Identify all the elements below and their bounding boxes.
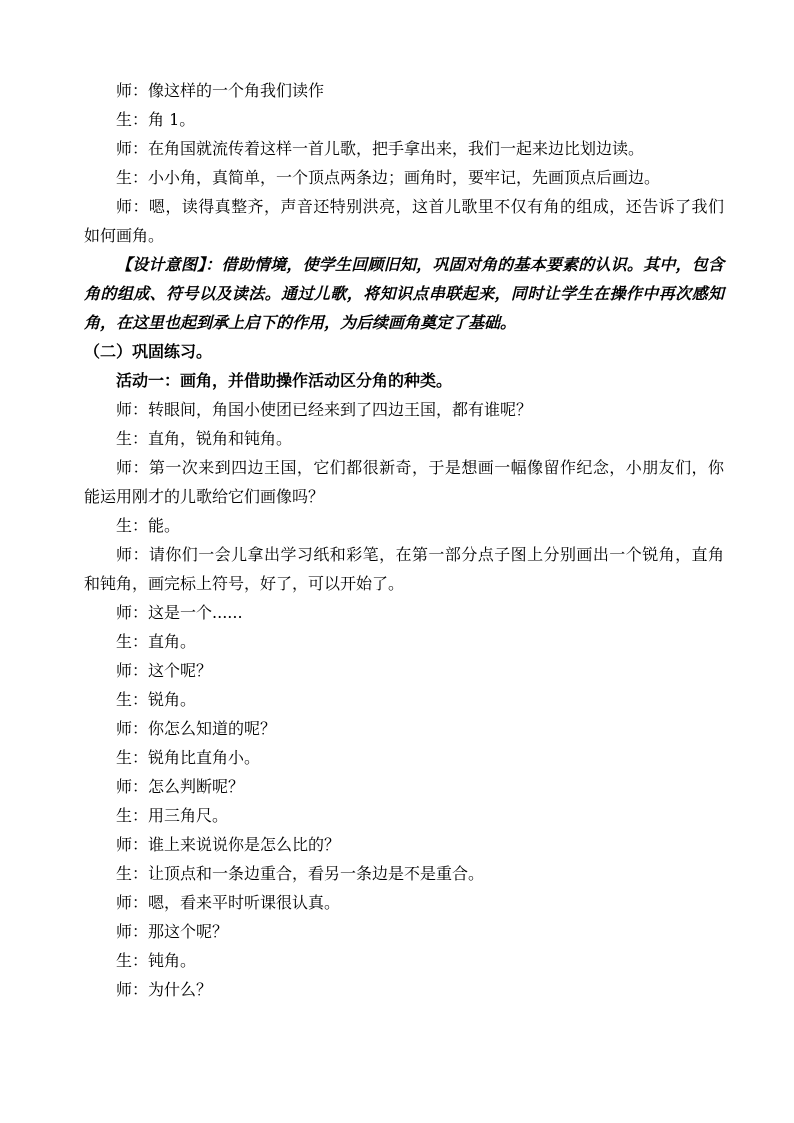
dialogue-line (84, 801, 724, 830)
dialogue-text: 转眼间，角国小使团已经来到了四边王国，都有谁呢？ (148, 400, 533, 419)
dialogue-line (84, 859, 724, 888)
speaker-label: 师： (116, 777, 149, 796)
dialogue-text: 角 1。 (148, 110, 196, 129)
speaker-label: 师： (116, 197, 149, 216)
dialogue-text: 请你们一会儿拿出学习纸和彩笔，在第一部分点子图上分别画出一个锐角，直角和钝角，画完标上符号，好了，可以开始了。 (84, 545, 724, 593)
activity-title: 活动一：画角，并借助操作活动区分角的种类。 (116, 371, 453, 390)
speaker-label: 师： (116, 719, 149, 738)
dialogue-text: 像这样的一个角我们读作 (148, 81, 325, 100)
dialogue-line (84, 105, 724, 134)
dialogue-text: 让顶点和一条边重合，看另一条边是不是重合。 (148, 864, 485, 883)
dialogue-text: 怎么判断呢？ (148, 777, 245, 796)
dialogue-line (84, 453, 724, 511)
speaker-label: 生： (116, 110, 149, 129)
dialogue-text: 能。 (148, 516, 181, 535)
dialogue-line (84, 772, 724, 801)
dialogue-line (84, 743, 724, 772)
speaker-label: 师： (116, 81, 149, 100)
speaker-label: 生： (116, 951, 149, 970)
dialogue-line (84, 830, 724, 859)
dialogue-line (84, 946, 724, 975)
dialogue-text: 直角，锐角和钝角。 (148, 429, 293, 448)
dialogue-text: 谁上来说说你是怎么比的？ (148, 835, 341, 854)
dialogue-line (84, 192, 724, 250)
speaker-label: 师： (116, 545, 149, 564)
dialogue-text: 第一次来到四边王国，它们都很新奇，于是想画一幅像留作纪念，小朋友们，你能运用刚才的儿歌给它们画像吗？ (84, 458, 724, 506)
speaker-label: 师： (116, 400, 149, 419)
speaker-label: 师： (116, 980, 149, 999)
dialogue-line (84, 917, 724, 946)
speaker-label: 生： (116, 632, 149, 651)
speaker-label: 师： (116, 893, 149, 912)
dialogue-text: 你怎么知道的呢？ (148, 719, 277, 738)
dialogue-text: 在角国就流传着这样一首儿歌，把手拿出来，我们一起来边比划边读。 (148, 139, 645, 158)
dialogue-line (84, 163, 724, 192)
dialogue-line (84, 975, 724, 1004)
dialogue-line (84, 598, 724, 627)
speaker-label: 生： (116, 168, 149, 187)
speaker-label: 师： (116, 835, 149, 854)
document-body (84, 76, 724, 1004)
speaker-label: 师： (116, 603, 149, 622)
dialogue-text: 小小角，真简单，一个顶点两条边；画角时，要牢记，先画顶点后画边。 (148, 168, 661, 187)
dialogue-line (84, 685, 724, 714)
design-intent-text: 借助情境，使学生回顾旧知，巩固对角的基本要素的认识。其中，包含角的组成、符号以及读法。通过儿歌，将知识点串联起来，同时让学生在操作中再次感知角，在这里也起到承上启下的作用，为后续画角奠定了基础。 (84, 255, 724, 332)
dialogue-line (84, 714, 724, 743)
dialogue-text: 用三角尺。 (148, 806, 229, 825)
dialogue-text: 这个呢？ (148, 661, 213, 680)
dialogue-line (84, 134, 724, 163)
dialogue-text: 为什么？ (148, 980, 213, 999)
dialogue-line (84, 656, 724, 685)
dialogue-text: 嗯，看来平时听课很认真。 (148, 893, 341, 912)
speaker-label: 生： (116, 429, 149, 448)
speaker-label: 生： (116, 748, 149, 767)
design-intent-label: 【设计意图】： (116, 255, 222, 274)
dialogue-line (84, 511, 724, 540)
dialogue-text: 锐角。 (148, 690, 197, 709)
speaker-label: 生： (116, 516, 149, 535)
dialogue-text: 嗯，读得真整齐，声音还特别洪亮，这首儿歌里不仅有角的组成，还告诉了我们如何画角。 (84, 197, 724, 245)
speaker-label: 生： (116, 864, 149, 883)
speaker-label: 师： (116, 139, 149, 158)
speaker-label: 生： (116, 806, 149, 825)
dialogue-line (84, 395, 724, 424)
speaker-label: 师： (116, 661, 149, 680)
dialogue-text: 这是一个...... (148, 603, 243, 622)
design-intent-paragraph (84, 250, 724, 337)
speaker-label: 师： (116, 458, 149, 477)
dialogue-line (84, 627, 724, 656)
dialogue-line (84, 424, 724, 453)
dialogue-line (84, 76, 724, 105)
dialogue-text: 钝角。 (148, 951, 197, 970)
dialogue-text: 那这个呢？ (148, 922, 229, 941)
dialogue-line (84, 888, 724, 917)
speaker-label: 师： (116, 922, 149, 941)
speaker-label: 生： (116, 690, 149, 709)
dialogue-text: 锐角比直角小。 (148, 748, 261, 767)
dialogue-line (84, 540, 724, 598)
dialogue-text: 直角。 (148, 632, 197, 651)
section-title: （二）巩固练习。 (84, 342, 213, 361)
